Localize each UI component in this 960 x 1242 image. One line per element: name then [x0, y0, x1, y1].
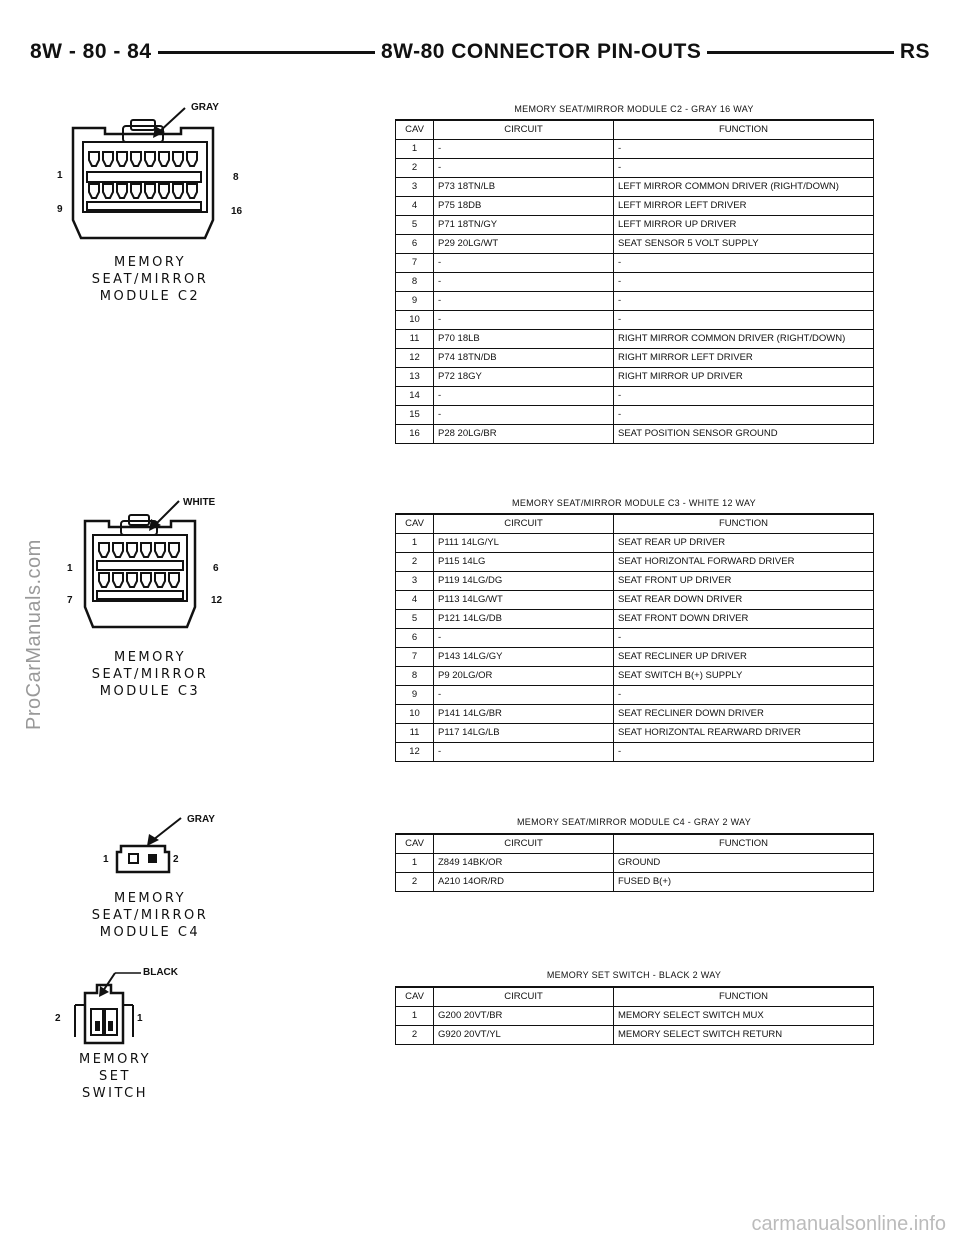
cav-cell: 3	[396, 178, 434, 197]
connector-c2-drawing	[55, 100, 245, 304]
column-header-circuit: CIRCUIT	[434, 834, 614, 854]
table-row	[396, 1026, 874, 1045]
cav-cell: 2	[396, 873, 434, 892]
cav-cell: 9	[396, 686, 434, 705]
pin-label: 7	[67, 595, 73, 606]
function-cell: -	[614, 140, 874, 159]
cav-cell: 7	[396, 254, 434, 273]
table-header-row	[396, 120, 874, 140]
connector-c4-label	[55, 890, 245, 941]
table-memory-set-switch-title: MEMORY SET SWITCH - BLACK 2 WAY	[546, 970, 722, 980]
connector-label-line: MODULE C4	[99, 925, 201, 940]
table-row	[396, 387, 874, 406]
function-cell: SEAT SWITCH B(+) SUPPLY	[614, 667, 874, 686]
pin-label: 16	[231, 206, 243, 217]
cav-cell: 1	[396, 1007, 434, 1026]
circuit-cell: -	[434, 273, 614, 292]
column-header-cav: CAV	[396, 987, 434, 1007]
memory-set-switch-drawing	[45, 965, 185, 1115]
page-header	[30, 40, 930, 80]
circuit-cell: -	[434, 686, 614, 705]
table-row	[396, 705, 874, 724]
connector-c4-icon	[55, 812, 245, 882]
circuit-cell: P71 18TN/GY	[434, 216, 614, 235]
cav-cell: 2	[396, 159, 434, 178]
table-header-row	[396, 987, 874, 1007]
table-c3-title: MEMORY SEAT/MIRROR MODULE C3 - WHITE 12 WAY	[512, 498, 756, 508]
column-header-circuit: CIRCUIT	[434, 987, 614, 1007]
cav-cell: 4	[396, 591, 434, 610]
connector-label-line: MEMORY SEAT/MIRROR	[91, 650, 209, 682]
circuit-cell: -	[434, 629, 614, 648]
pin-label: 8	[233, 172, 239, 183]
circuit-cell: P113 14LG/WT	[434, 591, 614, 610]
function-cell: -	[614, 292, 874, 311]
function-cell: SEAT FRONT DOWN DRIVER	[614, 610, 874, 629]
cav-cell: 8	[396, 273, 434, 292]
circuit-cell: P141 14LG/BR	[434, 705, 614, 724]
table-row	[396, 368, 874, 387]
column-header-circuit: CIRCUIT	[434, 120, 614, 140]
cav-cell: 15	[396, 406, 434, 425]
function-cell: SEAT HORIZONTAL REARWARD DRIVER	[614, 724, 874, 743]
table-row	[396, 273, 874, 292]
circuit-cell: P28 20LG/BR	[434, 425, 614, 444]
table-row	[396, 349, 874, 368]
pin-label: 1	[103, 854, 109, 865]
table-row	[396, 330, 874, 349]
column-header-cav: CAV	[396, 834, 434, 854]
circuit-cell: -	[434, 292, 614, 311]
circuit-cell: P143 14LG/GY	[434, 648, 614, 667]
cav-cell: 11	[396, 724, 434, 743]
function-cell: LEFT MIRROR LEFT DRIVER	[614, 197, 874, 216]
table-row	[396, 140, 874, 159]
pin-label: 1	[57, 170, 63, 181]
connector-label-line: SET	[99, 1069, 131, 1084]
function-cell: LEFT MIRROR UP DRIVER	[614, 216, 874, 235]
table-row	[396, 572, 874, 591]
table-row	[396, 553, 874, 572]
table-row	[396, 159, 874, 178]
pin-label: 1	[67, 563, 73, 574]
table-row	[396, 254, 874, 273]
page-number: 8W - 80 - 84	[30, 40, 158, 64]
function-cell: GROUND	[614, 854, 874, 873]
function-cell: -	[614, 311, 874, 330]
table-row	[396, 610, 874, 629]
cav-cell: 16	[396, 425, 434, 444]
table-row	[396, 873, 874, 892]
table-row	[396, 667, 874, 686]
circuit-cell: -	[434, 159, 614, 178]
function-cell: SEAT SENSOR 5 VOLT SUPPLY	[614, 235, 874, 254]
table-row	[396, 629, 874, 648]
connector-label-line: MEMORY	[78, 1052, 152, 1067]
function-cell: MEMORY SELECT SWITCH RETURN	[614, 1026, 874, 1045]
column-header-circuit: CIRCUIT	[434, 514, 614, 534]
function-cell: -	[614, 387, 874, 406]
cav-cell: 1	[396, 534, 434, 553]
circuit-cell: G200 20VT/BR	[434, 1007, 614, 1026]
circuit-cell: -	[434, 387, 614, 406]
table-row	[396, 311, 874, 330]
table-c2	[395, 119, 874, 444]
cav-cell: 1	[396, 140, 434, 159]
table-row	[396, 406, 874, 425]
connector-c3-drawing	[55, 495, 245, 699]
function-cell: RIGHT MIRROR COMMON DRIVER (RIGHT/DOWN)	[614, 330, 874, 349]
table-c4	[395, 833, 874, 892]
cav-cell: 8	[396, 667, 434, 686]
connector-label-line: MODULE C2	[99, 289, 201, 304]
circuit-cell: P74 18TN/DB	[434, 349, 614, 368]
circuit-cell: -	[434, 406, 614, 425]
cav-cell: 4	[396, 197, 434, 216]
table-row	[396, 1007, 874, 1026]
table-row	[396, 648, 874, 667]
connector-c4-drawing	[55, 812, 245, 940]
cav-cell: 1	[396, 854, 434, 873]
connector-label-line: SWITCH	[82, 1086, 148, 1101]
table-row	[396, 178, 874, 197]
model-code: RS	[894, 40, 930, 64]
function-cell: SEAT POSITION SENSOR GROUND	[614, 425, 874, 444]
function-cell: -	[614, 273, 874, 292]
table-c2-title: MEMORY SEAT/MIRROR MODULE C2 - GRAY 16 WAY	[514, 104, 754, 114]
pin-label: 6	[213, 563, 219, 574]
connector-c3-color: WHITE	[183, 497, 216, 508]
cav-cell: 6	[396, 629, 434, 648]
function-cell: SEAT FRONT UP DRIVER	[614, 572, 874, 591]
pin-label: 9	[57, 204, 63, 215]
function-cell: SEAT REAR DOWN DRIVER	[614, 591, 874, 610]
side-watermark: ProCarManuals.com	[23, 539, 45, 730]
cav-cell: 5	[396, 216, 434, 235]
function-cell: MEMORY SELECT SWITCH MUX	[614, 1007, 874, 1026]
pin-label: 12	[211, 595, 223, 606]
table-row	[396, 425, 874, 444]
cav-cell: 13	[396, 368, 434, 387]
pin-label: 1	[137, 1013, 143, 1024]
circuit-cell: -	[434, 140, 614, 159]
column-header-function: FUNCTION	[614, 120, 874, 140]
circuit-cell: P117 14LG/LB	[434, 724, 614, 743]
section-title: 8W-80 CONNECTOR PIN-OUTS	[375, 40, 707, 64]
function-cell: -	[614, 743, 874, 762]
cav-cell: 2	[396, 1026, 434, 1045]
table-memory-set-switch	[395, 986, 874, 1045]
cav-cell: 6	[396, 235, 434, 254]
memory-set-switch-label	[45, 1051, 185, 1102]
circuit-cell: P121 14LG/DB	[434, 610, 614, 629]
circuit-cell: P115 14LG	[434, 553, 614, 572]
cav-cell: 5	[396, 610, 434, 629]
function-cell: -	[614, 406, 874, 425]
connector-label-line: MEMORY SEAT/MIRROR	[91, 255, 209, 287]
circuit-cell: G920 20VT/YL	[434, 1026, 614, 1045]
circuit-cell: P72 18GY	[434, 368, 614, 387]
function-cell: SEAT RECLINER UP DRIVER	[614, 648, 874, 667]
table-row	[396, 591, 874, 610]
circuit-cell: P75 18DB	[434, 197, 614, 216]
cav-cell: 9	[396, 292, 434, 311]
table-row	[396, 686, 874, 705]
table-row	[396, 743, 874, 762]
pin-label: 2	[55, 1013, 61, 1024]
function-cell: SEAT RECLINER DOWN DRIVER	[614, 705, 874, 724]
connector-c2-label	[55, 254, 245, 305]
memory-set-switch-color: BLACK	[143, 967, 178, 978]
table-row	[396, 854, 874, 873]
cav-cell: 14	[396, 387, 434, 406]
column-header-function: FUNCTION	[614, 514, 874, 534]
function-cell: SEAT REAR UP DRIVER	[614, 534, 874, 553]
function-cell: FUSED B(+)	[614, 873, 874, 892]
circuit-cell: P29 20LG/WT	[434, 235, 614, 254]
bottom-watermark: carmanualsonline.info	[751, 1213, 946, 1235]
connector-c4-color: GRAY	[187, 814, 215, 825]
circuit-cell: P73 18TN/LB	[434, 178, 614, 197]
cav-cell: 12	[396, 349, 434, 368]
circuit-cell: -	[434, 311, 614, 330]
circuit-cell: P9 20LG/OR	[434, 667, 614, 686]
cav-cell: 3	[396, 572, 434, 591]
function-cell: -	[614, 686, 874, 705]
table-row	[396, 216, 874, 235]
column-header-function: FUNCTION	[614, 834, 874, 854]
cav-cell: 12	[396, 743, 434, 762]
table-row	[396, 197, 874, 216]
pin-label: 2	[173, 854, 179, 865]
function-cell: RIGHT MIRROR LEFT DRIVER	[614, 349, 874, 368]
table-header-row	[396, 514, 874, 534]
table-header-row	[396, 834, 874, 854]
connector-c2-color: GRAY	[191, 102, 219, 113]
connector-label-line: MEMORY SEAT/MIRROR	[91, 891, 209, 923]
connector-c3-label	[55, 649, 245, 700]
function-cell: SEAT HORIZONTAL FORWARD DRIVER	[614, 553, 874, 572]
circuit-cell: P111 14LG/YL	[434, 534, 614, 553]
cav-cell: 10	[396, 705, 434, 724]
column-header-cav: CAV	[396, 514, 434, 534]
connector-label-line: MODULE C3	[99, 684, 201, 699]
cav-cell: 10	[396, 311, 434, 330]
function-cell: -	[614, 254, 874, 273]
circuit-cell: -	[434, 254, 614, 273]
column-header-cav: CAV	[396, 120, 434, 140]
cav-cell: 7	[396, 648, 434, 667]
circuit-cell: P70 18LB	[434, 330, 614, 349]
table-c3	[395, 513, 874, 762]
table-row	[396, 235, 874, 254]
table-row	[396, 724, 874, 743]
circuit-cell: Z849 14BK/OR	[434, 854, 614, 873]
circuit-cell: -	[434, 743, 614, 762]
table-row	[396, 292, 874, 311]
function-cell: -	[614, 159, 874, 178]
circuit-cell: A210 14OR/RD	[434, 873, 614, 892]
function-cell: RIGHT MIRROR UP DRIVER	[614, 368, 874, 387]
table-c4-title: MEMORY SEAT/MIRROR MODULE C4 - GRAY 2 WAY	[517, 817, 751, 827]
cav-cell: 2	[396, 553, 434, 572]
circuit-cell: P119 14LG/DG	[434, 572, 614, 591]
function-cell: -	[614, 629, 874, 648]
column-header-function: FUNCTION	[614, 987, 874, 1007]
function-cell: LEFT MIRROR COMMON DRIVER (RIGHT/DOWN)	[614, 178, 874, 197]
connector-c2-icon	[55, 100, 245, 250]
cav-cell: 11	[396, 330, 434, 349]
table-row	[396, 534, 874, 553]
